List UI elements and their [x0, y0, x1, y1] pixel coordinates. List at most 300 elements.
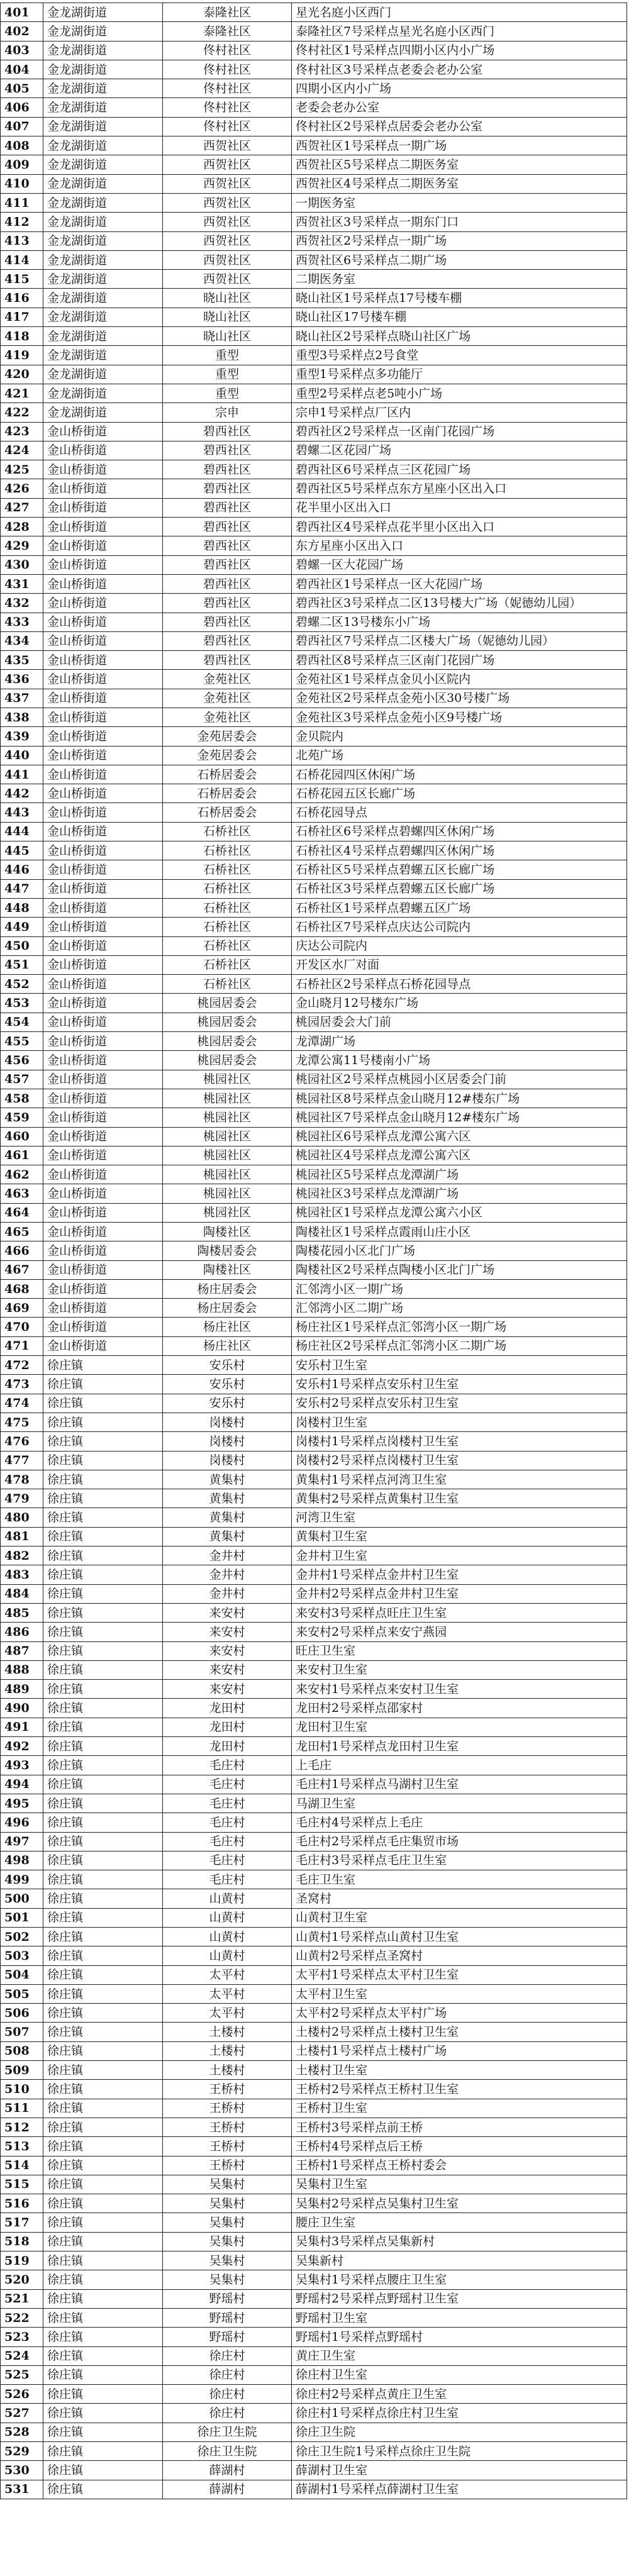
street-name: 徐庄镇 [43, 2061, 163, 2080]
unit-name: 桃园社区 [163, 1165, 292, 1184]
table-row [1, 1680, 627, 1699]
street-name: 金山桥街道 [43, 1146, 163, 1165]
unit-name: 碧西社区 [163, 594, 292, 613]
street-name: 金山桥街道 [43, 1127, 163, 1146]
street-name: 金龙湖街道 [43, 22, 163, 41]
row-number: 413 [1, 231, 43, 250]
street-name: 徐庄镇 [43, 1813, 163, 1832]
unit-name: 毛庄村 [163, 1832, 292, 1851]
row-number: 522 [1, 2308, 43, 2327]
site-name: 桃园社区2号采样点桃园小区居委会门前 [292, 1070, 627, 1089]
street-name: 徐庄镇 [43, 1794, 163, 1813]
row-number: 477 [1, 1451, 43, 1470]
street-name: 徐庄镇 [43, 1394, 163, 1413]
unit-name: 吴集村 [163, 2232, 292, 2251]
row-number: 426 [1, 479, 43, 498]
unit-name: 石桥社区 [163, 898, 292, 917]
row-number: 417 [1, 308, 43, 326]
row-number: 495 [1, 1794, 43, 1813]
table-row [1, 1584, 627, 1603]
table-row [1, 1203, 627, 1222]
site-name: 腰庄卫生室 [292, 2213, 627, 2232]
site-name: 重型2号采样点老5吨小广场 [292, 384, 627, 402]
site-name: 太平村卫生室 [292, 1984, 627, 2003]
unit-name: 太平村 [163, 2004, 292, 2023]
site-name: 佟村社区1号采样点四期小区内小广场 [292, 41, 627, 60]
unit-name: 石桥社区 [163, 936, 292, 955]
street-name: 金龙湖街道 [43, 193, 163, 212]
row-number: 485 [1, 1603, 43, 1622]
site-name: 泰隆社区7号采样点星光名庭小区西门 [292, 22, 627, 41]
table-row [1, 727, 627, 746]
site-name: 毛庄村1号采样点马湖村卫生室 [292, 1775, 627, 1794]
table-row [1, 308, 627, 326]
site-name: 黄庄卫生室 [292, 2346, 627, 2365]
unit-name: 龙田村 [163, 1699, 292, 1718]
table-row [1, 918, 627, 936]
row-number: 453 [1, 994, 43, 1013]
street-name: 金龙湖街道 [43, 327, 163, 346]
row-number: 500 [1, 1889, 43, 1908]
unit-name: 石桥社区 [163, 918, 292, 936]
table-row [1, 2404, 627, 2423]
street-name: 金山桥街道 [43, 536, 163, 555]
row-number: 446 [1, 860, 43, 879]
site-name: 野瑶村1号采样点野瑶村 [292, 2328, 627, 2346]
unit-name: 杨庄居委会 [163, 1279, 292, 1298]
unit-name: 金苑居委会 [163, 727, 292, 746]
row-number: 507 [1, 2023, 43, 2041]
site-name: 碧螺二区花园广场 [292, 441, 627, 460]
site-name: 碧螺二区13号楼东小广场 [292, 613, 627, 631]
table-row [1, 2156, 627, 2175]
unit-name: 佟村社区 [163, 60, 292, 79]
unit-name: 桃园社区 [163, 1070, 292, 1089]
site-name: 碧西社区1号采样点一区大花园广场 [292, 574, 627, 593]
site-name: 桃园社区5号采样点龙潭湖广场 [292, 1165, 627, 1184]
table-row [1, 250, 627, 269]
unit-name: 宗申 [163, 403, 292, 422]
site-name: 石桥花园导点 [292, 803, 627, 822]
table-row [1, 422, 627, 441]
row-number: 401 [1, 3, 43, 22]
street-name: 金山桥街道 [43, 1184, 163, 1203]
street-name: 金山桥街道 [43, 1013, 163, 1031]
row-number: 510 [1, 2080, 43, 2099]
site-name: 徐庄村卫生室 [292, 2365, 627, 2384]
unit-name: 王桥村 [163, 2099, 292, 2118]
unit-name: 桃园居委会 [163, 1013, 292, 1031]
row-number: 458 [1, 1089, 43, 1108]
street-name: 徐庄镇 [43, 1623, 163, 1641]
unit-name: 碧西社区 [163, 574, 292, 593]
table-row [1, 270, 627, 289]
street-name: 徐庄镇 [43, 2270, 163, 2289]
table-row [1, 1070, 627, 1089]
unit-name: 杨庄居委会 [163, 1299, 292, 1318]
table-row [1, 1165, 627, 1184]
street-name: 金山桥街道 [43, 670, 163, 689]
row-number: 437 [1, 689, 43, 708]
table-row [1, 1641, 627, 1660]
unit-name: 吴集村 [163, 2175, 292, 2194]
row-number: 447 [1, 879, 43, 898]
row-number: 489 [1, 1680, 43, 1699]
row-number: 408 [1, 136, 43, 155]
site-name: 土楼村2号采样点土楼村卫生室 [292, 2023, 627, 2041]
site-name: 金井村2号采样点金井村卫生室 [292, 1584, 627, 1603]
row-number: 405 [1, 79, 43, 98]
row-number: 432 [1, 594, 43, 613]
unit-name: 金苑社区 [163, 670, 292, 689]
row-number: 480 [1, 1508, 43, 1527]
unit-name: 来安村 [163, 1680, 292, 1699]
table-row [1, 1889, 627, 1908]
row-number: 444 [1, 822, 43, 841]
row-number: 508 [1, 2041, 43, 2060]
table-row [1, 1260, 627, 1279]
street-name: 金山桥街道 [43, 1203, 163, 1222]
row-number: 475 [1, 1413, 43, 1431]
table-row [1, 2385, 627, 2404]
street-name: 金山桥街道 [43, 1165, 163, 1184]
row-number: 491 [1, 1718, 43, 1736]
table-row [1, 1394, 627, 1413]
unit-name: 西贺社区 [163, 231, 292, 250]
unit-name: 晓山社区 [163, 289, 292, 308]
street-name: 金山桥街道 [43, 803, 163, 822]
street-name: 金龙湖街道 [43, 117, 163, 136]
site-name: 黄集村2号采样点黄集村卫生室 [292, 1489, 627, 1508]
street-name: 徐庄镇 [43, 1775, 163, 1794]
row-number: 440 [1, 746, 43, 765]
unit-name: 野瑶村 [163, 2328, 292, 2346]
unit-name: 黄集村 [163, 1470, 292, 1489]
unit-name: 西贺社区 [163, 174, 292, 193]
table-row [1, 2346, 627, 2365]
street-name: 金山桥街道 [43, 784, 163, 803]
table-row [1, 1965, 627, 1984]
street-name: 金龙湖街道 [43, 289, 163, 308]
table-row [1, 555, 627, 574]
unit-name: 土楼村 [163, 2023, 292, 2041]
site-name: 来安村2号采样点来安宁燕园 [292, 1623, 627, 1641]
unit-name: 石桥社区 [163, 860, 292, 879]
table-row [1, 1546, 627, 1565]
unit-name: 王桥村 [163, 2156, 292, 2175]
row-number: 493 [1, 1756, 43, 1775]
site-name: 石桥社区4号采样点碧螺四区休闲广场 [292, 841, 627, 860]
row-number: 460 [1, 1127, 43, 1146]
table-row [1, 441, 627, 460]
unit-name: 野瑶村 [163, 2289, 292, 2308]
street-name: 徐庄镇 [43, 1527, 163, 1546]
unit-name: 金井村 [163, 1584, 292, 1603]
table-row [1, 79, 627, 98]
site-name: 陶楼花园小区北门广场 [292, 1241, 627, 1260]
street-name: 金山桥街道 [43, 1108, 163, 1127]
row-number: 448 [1, 898, 43, 917]
unit-name: 碧西社区 [163, 536, 292, 555]
site-name: 毛庄村3号采样点毛庄卫生室 [292, 1851, 627, 1870]
site-name: 佟村社区3号采样点老委会老办公室 [292, 60, 627, 79]
unit-name: 来安村 [163, 1623, 292, 1641]
table-row [1, 1489, 627, 1508]
street-name: 金山桥街道 [43, 1299, 163, 1318]
unit-name: 石桥社区 [163, 822, 292, 841]
street-name: 金山桥街道 [43, 898, 163, 917]
row-number: 416 [1, 289, 43, 308]
unit-name: 碧西社区 [163, 555, 292, 574]
site-name: 岗楼村1号采样点岗楼村卫生室 [292, 1432, 627, 1451]
site-name: 碧西社区6号采样点三区花园广场 [292, 460, 627, 479]
row-number: 435 [1, 651, 43, 670]
row-number: 514 [1, 2156, 43, 2175]
unit-name: 桃园社区 [163, 1108, 292, 1127]
table-row [1, 1851, 627, 1870]
unit-name: 山黄村 [163, 1927, 292, 1946]
street-name: 金山桥街道 [43, 631, 163, 650]
street-name: 徐庄镇 [43, 1432, 163, 1451]
table-row [1, 746, 627, 765]
unit-name: 毛庄村 [163, 1851, 292, 1870]
street-name: 徐庄镇 [43, 2118, 163, 2136]
row-number: 467 [1, 1260, 43, 1279]
street-name: 徐庄镇 [43, 2251, 163, 2270]
site-name: 二期医务室 [292, 270, 627, 289]
row-number: 469 [1, 1299, 43, 1318]
street-name: 徐庄镇 [43, 1756, 163, 1775]
unit-name: 岗楼村 [163, 1432, 292, 1451]
street-name: 金山桥街道 [43, 841, 163, 860]
street-name: 徐庄镇 [43, 1832, 163, 1851]
unit-name: 桃园居委会 [163, 1032, 292, 1051]
unit-name: 吴集村 [163, 2270, 292, 2289]
row-number: 515 [1, 2175, 43, 2194]
unit-name: 晓山社区 [163, 308, 292, 326]
site-name: 重型1号采样点多功能厅 [292, 365, 627, 384]
table-row [1, 2328, 627, 2346]
site-name: 龙田村2号采样点邵家村 [292, 1699, 627, 1718]
street-name: 徐庄镇 [43, 2365, 163, 2384]
table-row [1, 1013, 627, 1031]
row-number: 403 [1, 41, 43, 60]
table-row [1, 1279, 627, 1298]
street-name: 徐庄镇 [43, 2289, 163, 2308]
table-row [1, 1413, 627, 1431]
row-number: 524 [1, 2346, 43, 2365]
row-number: 429 [1, 536, 43, 555]
table-row [1, 2175, 627, 2194]
table-row [1, 1108, 627, 1127]
unit-name: 石桥社区 [163, 841, 292, 860]
table-row [1, 479, 627, 498]
unit-name: 石桥社区 [163, 975, 292, 994]
unit-name: 徐庄卫生院 [163, 2423, 292, 2441]
row-number: 530 [1, 2461, 43, 2480]
street-name: 徐庄镇 [43, 2346, 163, 2365]
row-number: 443 [1, 803, 43, 822]
street-name: 徐庄镇 [43, 2461, 163, 2480]
row-number: 404 [1, 60, 43, 79]
site-name: 金苑社区2号采样点金苑小区30号楼广场 [292, 689, 627, 708]
street-name: 金龙湖街道 [43, 346, 163, 365]
unit-name: 金井村 [163, 1546, 292, 1565]
street-name: 徐庄镇 [43, 1641, 163, 1660]
site-name: 杨庄社区1号采样点汇邻湾小区一期广场 [292, 1318, 627, 1336]
unit-name: 石桥社区 [163, 955, 292, 974]
street-name: 徐庄镇 [43, 2385, 163, 2404]
site-name: 龙潭公寓11号楼南小广场 [292, 1051, 627, 1070]
table-row [1, 1127, 627, 1146]
site-name: 桃园居委会大门前 [292, 1013, 627, 1031]
unit-name: 石桥居委会 [163, 765, 292, 784]
unit-name: 西贺社区 [163, 270, 292, 289]
row-number: 511 [1, 2099, 43, 2118]
site-name: 东方星座小区出入口 [292, 536, 627, 555]
unit-name: 桃园社区 [163, 1203, 292, 1222]
unit-name: 佟村社区 [163, 41, 292, 60]
row-number: 471 [1, 1336, 43, 1355]
site-name: 金山晓月12号楼东广场 [292, 994, 627, 1013]
unit-name: 山黄村 [163, 1889, 292, 1908]
row-number: 419 [1, 346, 43, 365]
unit-name: 王桥村 [163, 2118, 292, 2136]
table-row [1, 365, 627, 384]
unit-name: 碧西社区 [163, 479, 292, 498]
site-name: 金井村卫生室 [292, 1546, 627, 1565]
street-name: 徐庄镇 [43, 1680, 163, 1699]
site-name: 来安村1号采样点来安村卫生室 [292, 1680, 627, 1699]
unit-name: 碧西社区 [163, 651, 292, 670]
site-name: 金苑社区3号采样点金苑小区9号楼广场 [292, 708, 627, 726]
street-name: 徐庄镇 [43, 2004, 163, 2023]
table-row [1, 2461, 627, 2480]
unit-name: 毛庄村 [163, 1870, 292, 1889]
unit-name: 毛庄村 [163, 1813, 292, 1832]
street-name: 徐庄镇 [43, 1908, 163, 1927]
unit-name: 来安村 [163, 1603, 292, 1622]
street-name: 金龙湖街道 [43, 155, 163, 174]
row-number: 509 [1, 2061, 43, 2080]
site-name: 石桥社区1号采样点碧螺五区广场 [292, 898, 627, 917]
row-number: 488 [1, 1660, 43, 1679]
site-name: 晓山社区2号采样点晓山社区广场 [292, 327, 627, 346]
table-row [1, 1946, 627, 1965]
street-name: 徐庄镇 [43, 1660, 163, 1679]
site-name: 黄集村1号采样点河湾卫生室 [292, 1470, 627, 1489]
site-name: 金贝院内 [292, 727, 627, 746]
table-row [1, 613, 627, 631]
unit-name: 野瑶村 [163, 2308, 292, 2327]
site-name: 星光名庭小区西门 [292, 3, 627, 22]
street-name: 徐庄镇 [43, 1356, 163, 1375]
street-name: 金龙湖街道 [43, 174, 163, 193]
unit-name: 岗楼村 [163, 1451, 292, 1470]
row-number: 457 [1, 1070, 43, 1089]
row-number: 501 [1, 1908, 43, 1927]
street-name: 徐庄镇 [43, 1375, 163, 1394]
site-name: 石桥社区7号采样点庆达公司院内 [292, 918, 627, 936]
site-name: 佟村社区2号采样点居委会老办公室 [292, 117, 627, 136]
row-number: 449 [1, 918, 43, 936]
table-row [1, 2480, 627, 2499]
unit-name: 王桥村 [163, 2137, 292, 2156]
table-row [1, 1870, 627, 1889]
street-name: 徐庄镇 [43, 1965, 163, 1984]
row-number: 519 [1, 2251, 43, 2270]
table-row [1, 1451, 627, 1470]
street-name: 金山桥街道 [43, 746, 163, 765]
table-row [1, 2080, 627, 2099]
table-row [1, 174, 627, 193]
street-name: 金山桥街道 [43, 936, 163, 955]
site-name: 龙潭湖广场 [292, 1032, 627, 1051]
street-name: 金山桥街道 [43, 651, 163, 670]
table-row [1, 536, 627, 555]
street-name: 金龙湖街道 [43, 231, 163, 250]
street-name: 金山桥街道 [43, 460, 163, 479]
table-row [1, 2289, 627, 2308]
row-number: 431 [1, 574, 43, 593]
table-row [1, 1813, 627, 1832]
row-number: 531 [1, 2480, 43, 2499]
site-name: 吴集新村 [292, 2251, 627, 2270]
site-name: 上毛庄 [292, 1756, 627, 1775]
site-name: 晓山社区17号楼车棚 [292, 308, 627, 326]
site-name: 开发区水厂对面 [292, 955, 627, 974]
site-name: 河湾卫生室 [292, 1508, 627, 1527]
street-name: 金龙湖街道 [43, 384, 163, 402]
street-name: 金山桥街道 [43, 1241, 163, 1260]
street-name: 金龙湖街道 [43, 270, 163, 289]
street-name: 金龙湖街道 [43, 98, 163, 117]
table-row [1, 1336, 627, 1355]
unit-name: 薛湖村 [163, 2461, 292, 2480]
table-row [1, 1756, 627, 1775]
row-number: 502 [1, 1927, 43, 1946]
table-row [1, 2041, 627, 2060]
site-name: 桃园社区1号采样点龙潭公寓六小区 [292, 1203, 627, 1222]
unit-name: 桃园社区 [163, 1146, 292, 1165]
table-row [1, 2308, 627, 2327]
table-row [1, 2061, 627, 2080]
unit-name: 来安村 [163, 1660, 292, 1679]
table-row [1, 1051, 627, 1070]
table-row [1, 841, 627, 860]
unit-name: 碧西社区 [163, 631, 292, 650]
site-name: 汇邻湾小区一期广场 [292, 1279, 627, 1298]
row-number: 410 [1, 174, 43, 193]
site-name: 吴集村3号采样点吴集新村 [292, 2232, 627, 2251]
unit-name: 杨庄社区 [163, 1318, 292, 1336]
site-name: 碧西社区2号采样点一区南门花园广场 [292, 422, 627, 441]
row-number: 505 [1, 1984, 43, 2003]
table-row [1, 22, 627, 41]
street-name: 徐庄镇 [43, 2308, 163, 2327]
table-row [1, 2004, 627, 2023]
street-name: 金山桥街道 [43, 1336, 163, 1355]
row-number: 523 [1, 2328, 43, 2346]
unit-name: 石桥居委会 [163, 803, 292, 822]
unit-name: 碧西社区 [163, 498, 292, 517]
unit-name: 黄集村 [163, 1527, 292, 1546]
table-row [1, 2099, 627, 2118]
site-name: 岗楼村卫生室 [292, 1413, 627, 1431]
site-name: 桃园社区6号采样点龙潭公寓六区 [292, 1127, 627, 1146]
row-number: 512 [1, 2118, 43, 2136]
table-row [1, 2137, 627, 2156]
